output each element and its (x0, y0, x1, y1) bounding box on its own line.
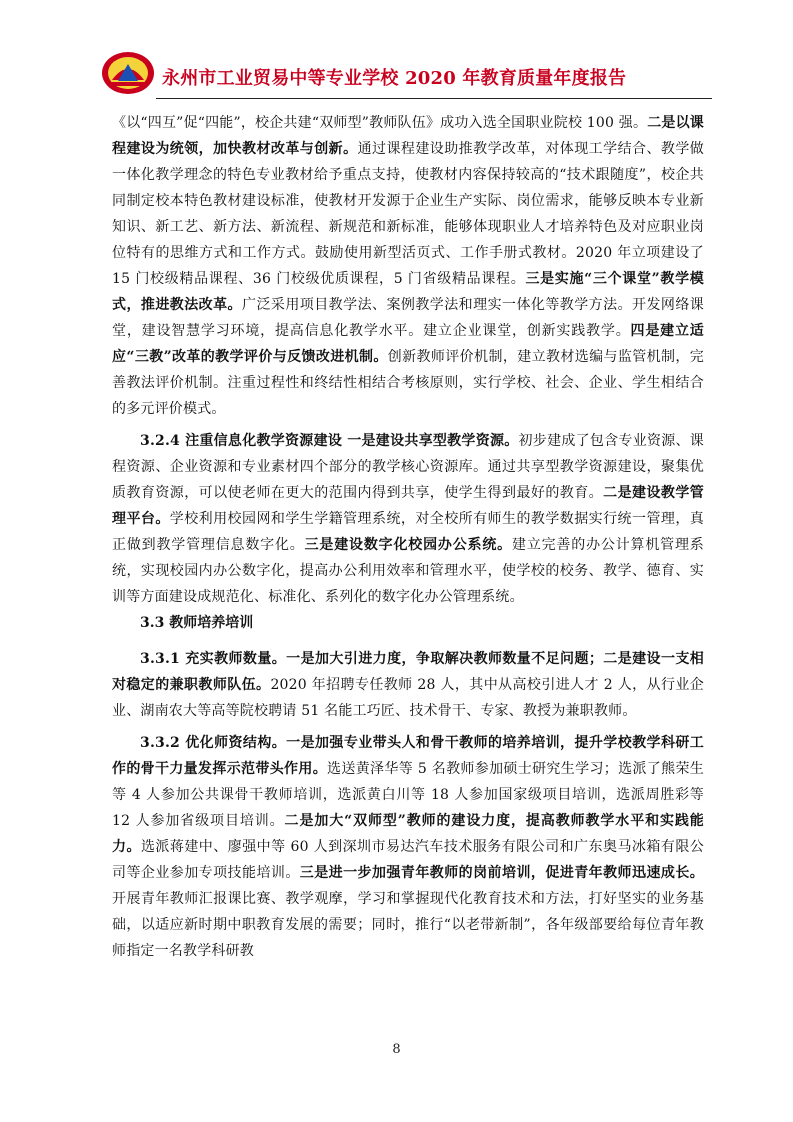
school-logo (100, 50, 156, 96)
text-run: 选派蒋建中、廖强中等 60 人到深圳市易达汽车技术服务有限公司和广东奥马冰箱有限公司等企业参加专项技能培训。 (112, 839, 704, 881)
bold-run: 3.3.1 充实教师数量。一是加大引进力度，争取解决教师数量不足问题；二是建设一支相对稳定的兼职教师队伍。 (112, 651, 704, 693)
bold-run: 二是以课程建设为统领，加快教材改革与创新。 (112, 115, 704, 157)
text-run: 选送黄泽华等 5 名教师参加硕士研究生学习；选派了熊荣生等 4 人参加公共课骨干教师培训，选派黄白川等 18 人参加国家级项目培训，选派周胜彩等 12 人参加省级项目培训。 (112, 761, 705, 829)
paragraph-2 (112, 428, 704, 610)
bold-run: 四是建立适应“三教”改革的教学评价与反馈改进机制。 (112, 323, 705, 365)
bold-run: 三是进一步加强青年教师的岗前培训，促进青年教师迅速成长。 (299, 865, 704, 881)
bold-run: 3.2.4 注重信息化教学资源建设 一是建设共享型教学资源。 (140, 433, 519, 449)
bold-run: 二是建设教学管理平台。 (112, 485, 704, 527)
bold-run: 二是加大“双师型”教师的建设力度，提高教师教学水平和实践能力。 (112, 813, 704, 855)
text-run: 通过课程建设助推教学改革，对体现工学结合、教学做一体化教学理念的特色专业教材给予重点支持，使教材内容保持较高的“技术跟随度”，校企共同制定校本特色教材建设标准，使教材开发源于企业生产实际、岗位需求，能够反映本专业新知识、新工艺、新方法、新流程、新规范和新标准，能够体现职业人才培养特色及对应职业岗位特有的思维方式和工作方式。鼓励使用新型活页式、工作手册式教材。2020 年立项建设了 15 门校级精品课程、36 门校级优质课程，5 门省级精品课程。 (112, 141, 704, 287)
text-run: 创新教师评价机制，建立教材选编与监管机制，完善教法评价机制。注重过程性和终结性相结合考核原则，实行学校、社会、企业、学生相结合的多元评价模式。 (112, 349, 704, 417)
paragraph-3 (112, 646, 704, 724)
text-run: 2020 年招聘专任教师 28 人，其中从高校引进人才 2 人，从行业企业、湖南农大等高等院校聘请 51 名能工巧匠、技术骨干、专家、教授为兼职教师。 (112, 677, 704, 719)
report-title: 永州市工业贸易中等专业学校 2020 年教育质量年度报告 (162, 68, 627, 89)
section-heading: 3.3 教师培养培训 (140, 615, 254, 631)
bold-run: 三是实施“三个课堂”教学模式，推进教法改革。 (112, 271, 704, 313)
header-divider (156, 98, 712, 99)
paragraph-1 (112, 110, 704, 422)
document-body (112, 110, 704, 964)
page-header (100, 50, 712, 102)
paragraph-4 (112, 730, 704, 964)
text-run: 广泛采用项目教学法、案例教学法和理实一体化等教学方法。开发网络课堂，建设智慧学习环境，提高信息化教学水平。建立企业课堂，创新实践教学。 (112, 297, 704, 339)
text-run: 学校利用校园网和学生学籍管理系统，对全校所有师生的教学数据实行统一管理，真正做到教学管理信息数字化。 (112, 511, 704, 553)
bold-run: 三是建设数字化校园办公系统。 (304, 537, 512, 553)
page-number: 8 (392, 1042, 401, 1057)
bold-run: 3.3.2 优化师资结构。一是加强专业带头人和骨干教师的培养培训，提升学校教学科研工作的骨干力量发挥示范带头作用。 (112, 735, 704, 777)
text-run: 建立完善的办公计算机管理系统，实现校园内办公数字化，提高办公利用效率和管理水平，使学校的校务、教学、德育、实训等方面建设成规范化、标准化、系列化的数字化办公管理系统。 (112, 537, 704, 605)
text-run: 初步建成了包含专业资源、课程资源、企业资源和专业素材四个部分的教学核心资源库。通过共享型教学资源建设，聚集优质教育资源，可以使老师在更大的范围内得到共享，使学生得到最好的教育。 (112, 433, 704, 501)
text-run: 《以“四互”促“四能”，校企共建“双师型”教师队伍》成功入选全国职业院校 100 强。 (112, 115, 648, 131)
text-run: 开展青年教师汇报课比赛、教学观摩，学习和掌握现代化教育技术和方法，打好坚实的业务基础，以适应新时期中职教育发展的需要；同时，推行“以老带新制”，各年级部要给每位青年教师指定一名教学科研教 (112, 891, 704, 959)
